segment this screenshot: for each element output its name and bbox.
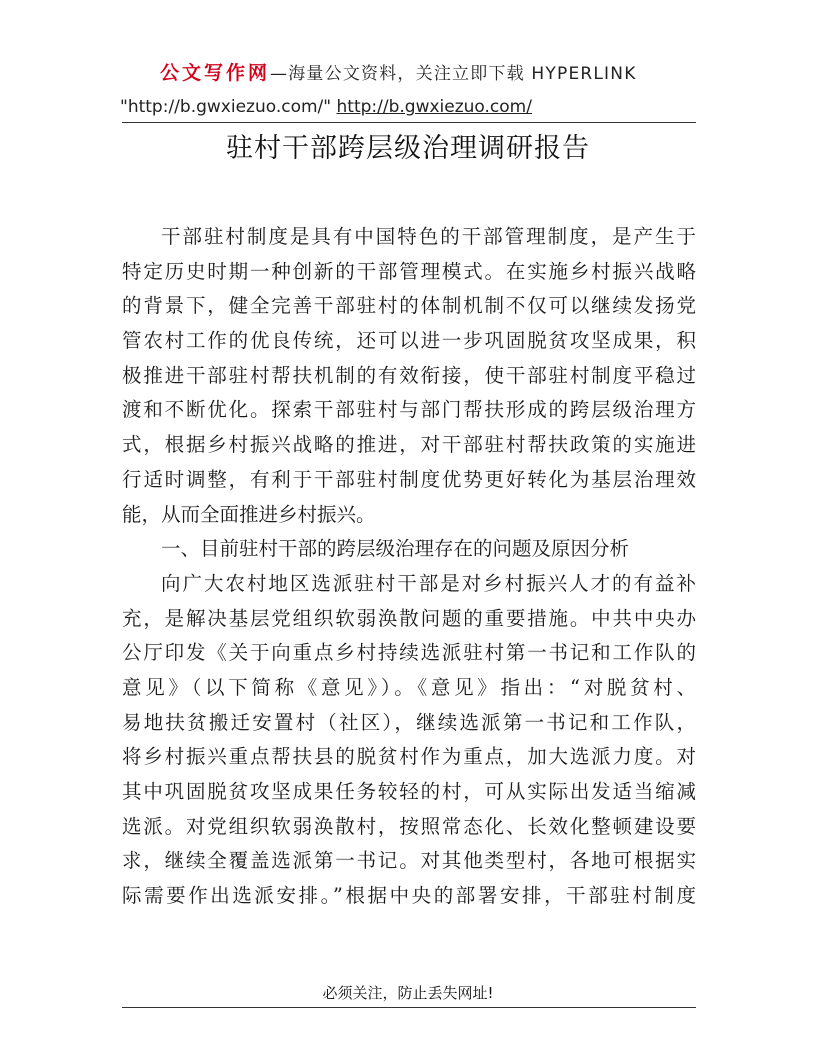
document-body <box>122 220 696 914</box>
body-line: 向广大农村地区选派驻村干部是对乡村振兴人才的有益补 <box>161 571 696 595</box>
body-line: 将乡村振兴重点帮扶县的脱贫村作为重点，加大选派力度。对 <box>122 745 696 769</box>
body-line: 求，继续全覆盖选派第一书记。对其他类型村，各地可根据实 <box>122 849 696 873</box>
body-line: 式，根据乡村振兴战略的推进，对干部驻村帮扶政策的实施进 <box>122 433 696 457</box>
body-line: 意见》（以下简称《意见》）。《意见》指出：“对脱贫村、 <box>122 675 696 699</box>
body-line: 公厅印发《关于向重点乡村持续选派驻村第一书记和工作队的 <box>122 641 696 665</box>
body-line: 充，是解决基层党组织软弱涣散问题的重要措施。中共中央办 <box>122 606 696 630</box>
body-line: 易地扶贫搬迁安置村（社区），继续选派第一书记和工作队， <box>122 710 696 734</box>
body-line: 渡和不断优化。探索干部驻村与部门帮扶形成的跨层级治理方 <box>122 398 696 422</box>
footer-note: 必须关注，防止丢失网址! <box>322 984 494 1002</box>
body-line: 际需要作出选派安排。”根据中央的部署安排，干部驻村制度 <box>122 884 696 908</box>
footer-divider <box>122 1007 696 1008</box>
header-divider <box>122 122 696 123</box>
body-line: 选派。对党组织软弱涣散村，按照常态化、长效化整顿建设要 <box>122 814 696 838</box>
section-heading: 一、目前驻村干部的跨层级治理存在的问题及原因分析 <box>161 537 630 561</box>
hyperlink-field-code: "http://b.gwxiezuo.com/" <box>120 97 332 117</box>
site-header-line <box>160 58 700 85</box>
body-line: 能，从而全面推进乡村振兴。 <box>122 502 376 526</box>
body-line: 极推进干部驻村帮扶机制的有效衔接，使干部驻村制度平稳过 <box>122 363 696 387</box>
document-title: 驻村干部跨层级治理调研报告 <box>226 133 590 164</box>
body-line: 其中巩固脱贫攻坚成果任务较轻的村，可从实际出发适当缩减 <box>122 780 696 803</box>
body-line: 的背景下，健全完善干部驻村的体制机制不仅可以继续发扬党 <box>122 294 696 318</box>
body-line: 特定历史时期一种创新的干部管理模式。在实施乡村振兴战略 <box>122 259 696 283</box>
site-tagline: —海量公文资料，关注立即下载 HYPERLINK <box>270 64 637 84</box>
site-brand[interactable]: 公文写作网 <box>160 62 271 84</box>
body-line: 行适时调整，有利于干部驻村制度优势更好转化为基层治理效 <box>122 467 696 491</box>
site-url-link[interactable]: http://b.gwxiezuo.com/ <box>336 97 532 117</box>
site-url-line <box>120 97 532 117</box>
body-line: 干部驻村制度是具有中国特色的干部管理制度，是产生于 <box>161 225 696 248</box>
body-line: 管农村工作的优良传统，还可以进一步巩固脱贫攻坚成果，积 <box>122 329 696 353</box>
